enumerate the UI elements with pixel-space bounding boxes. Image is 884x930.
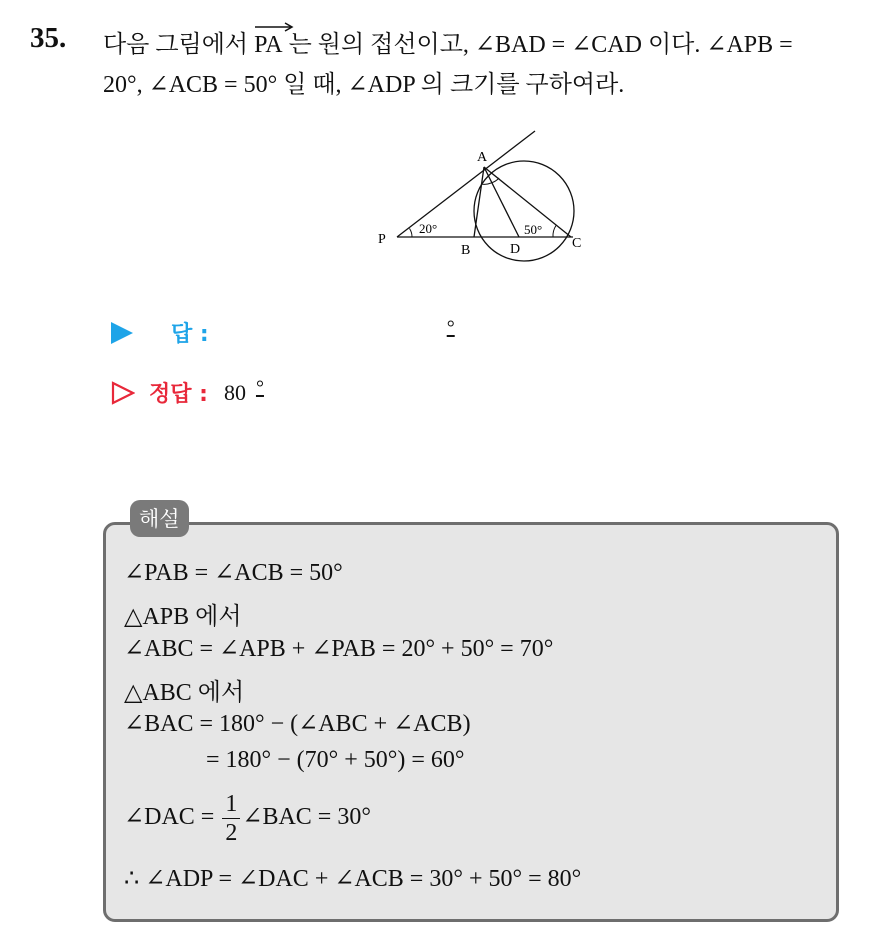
solution-line-7-end: ∠BAC = 30°	[242, 804, 371, 831]
point-p-label: P	[378, 232, 386, 247]
question-text-end: 는 원의 접선이고, ∠BAD = ∠CAD 이다. ∠APB =	[282, 32, 793, 58]
angle-p-label: 20°	[419, 221, 438, 236]
solution-tag: 해설	[130, 500, 189, 537]
fraction-numerator: 1	[222, 790, 240, 819]
answer-row	[111, 317, 455, 348]
point-c-label: C	[572, 236, 582, 251]
answer-label: 답 :	[171, 322, 209, 347]
solution-line-5: ∠BAC = 180° − (∠ABC + ∠ACB)	[124, 711, 471, 737]
solution-line-2: △APB 에서	[124, 604, 242, 630]
answer-unit: °	[446, 317, 455, 339]
angle-c-label: 50°	[524, 222, 543, 237]
question-line-2: 20°, ∠ACB = 50° 일 때, ∠ADP 의 크기를 구하여라.	[103, 72, 625, 98]
fraction-half	[222, 790, 240, 847]
correct-label: 정답 :	[149, 382, 208, 407]
point-d-label: D	[510, 242, 521, 257]
fraction-denominator: 2	[225, 820, 238, 846]
circle-tangent-diagram	[372, 128, 587, 263]
play-icon	[111, 322, 133, 344]
solution-line-1: ∠PAB = ∠ACB = 50°	[124, 560, 343, 586]
correct-answer-row	[111, 377, 264, 408]
correct-value: 80	[223, 379, 246, 405]
play-outline-icon	[111, 381, 135, 405]
question-number: 35.	[30, 22, 67, 54]
vector-arrow-icon	[254, 21, 294, 33]
solution-line-3: ∠ABC = ∠APB + ∠PAB = 20° + 50° = 70°	[124, 636, 554, 662]
solution-line-4: △ABC 에서	[124, 680, 245, 706]
solution-line-7-start: ∠DAC =	[124, 804, 221, 831]
solution-line-6: = 180° − (70° + 50°) = 60°	[206, 747, 465, 773]
question-line-1	[103, 24, 793, 59]
geometry-figure	[372, 128, 587, 267]
solution-line-7	[124, 790, 371, 847]
vector-pa: PA	[254, 32, 282, 59]
point-b-label: B	[461, 243, 471, 258]
point-a-label: A	[477, 150, 488, 165]
correct-unit: °	[255, 377, 264, 399]
question-text-start: 다음 그림에서	[103, 32, 255, 58]
solution-line-8: ∴ ∠ADP = ∠DAC + ∠ACB = 30° + 50° = 80°	[124, 866, 582, 892]
